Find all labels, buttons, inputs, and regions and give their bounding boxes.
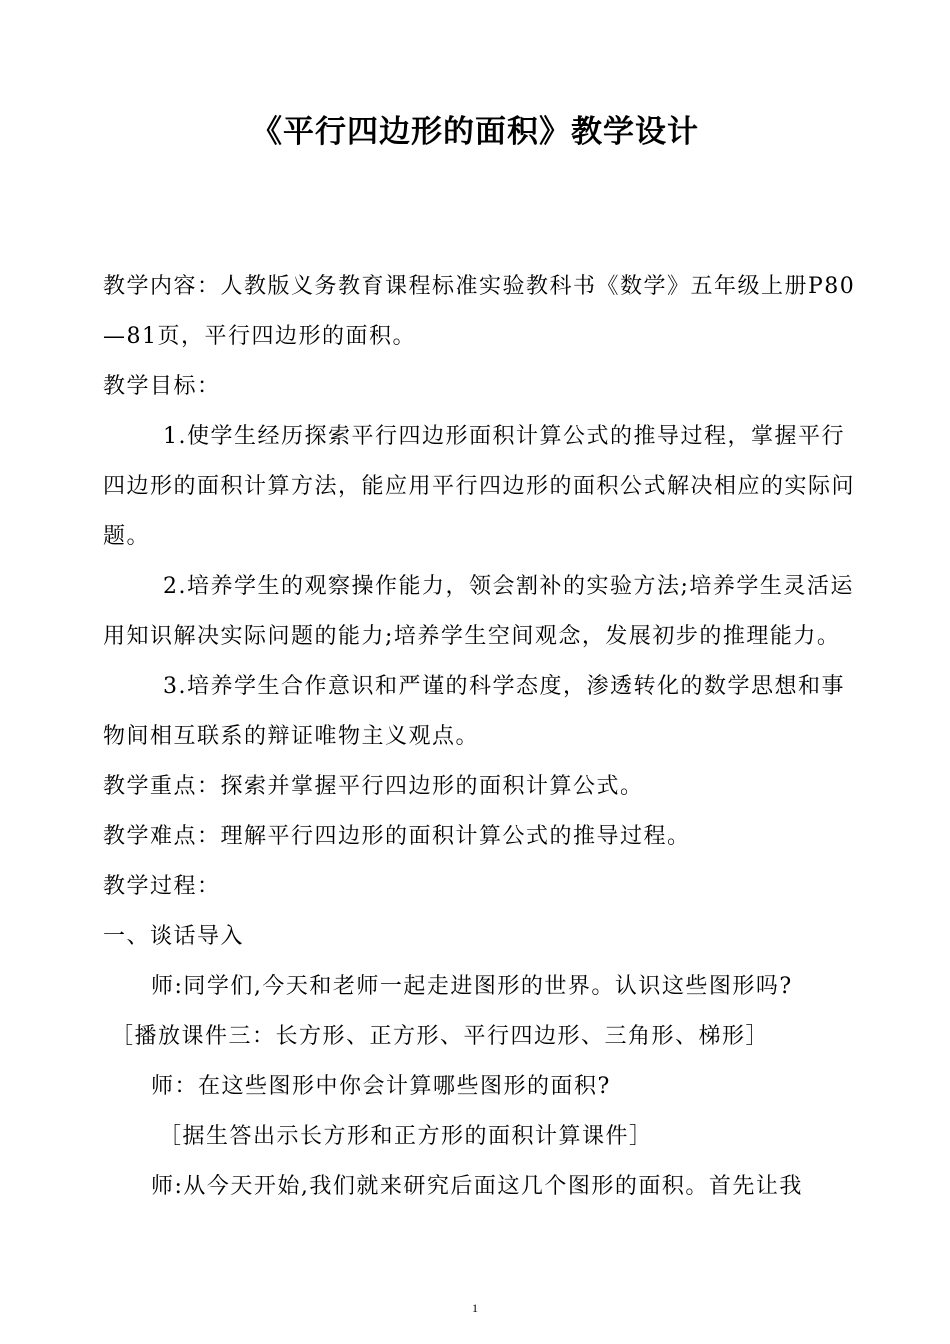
paragraph-teacher-1: 师:同学们,今天和老师一起走进图形的世界。认识这些图形吗? [151, 974, 793, 999]
paragraph-objectives-heading: 教学目标： [103, 374, 221, 399]
paragraph-objective-2: 2.培养学生的观察操作能力，领会割补的实验方法;培养学生灵活运用知识解决实际问题的能力;培养学生空间观念，发展初步的推理能力。 [103, 574, 854, 649]
document-title: 《平行四边形的面积》教学设计 [251, 114, 699, 150]
paragraph-teacher-2: 师：在这些图形中你会计算哪些图形的面积? [151, 1074, 611, 1099]
paragraph-courseware-1: ［播放课件三：长方形、正方形、平行四边形、三角形、梯形］ [111, 1024, 770, 1049]
document-body [103, 262, 863, 1212]
section-heading-intro: 一、谈话导入 [103, 924, 245, 949]
paragraph-content: 教学内容：人教版义务教育课程标准实验教科书《数学》五年级上册P80—81页，平行四边形的面积。 [103, 274, 856, 349]
page-number: 1 [472, 1301, 478, 1315]
paragraph-key-point: 教学重点：探索并掌握平行四边形的面积计算公式。 [103, 774, 644, 799]
paragraph-teacher-3: 师:从今天开始,我们就来研究后面这几个图形的面积。首先让我 [151, 1174, 803, 1199]
paragraph-difficulty: 教学难点：理解平行四边形的面积计算公式的推导过程。 [103, 824, 691, 849]
paragraph-objective-3: 3.培养学生合作意识和严谨的科学态度，渗透转化的数学思想和事物间相互联系的辩证唯物主义观点。 [103, 674, 845, 749]
paragraph-objective-1: 1.使学生经历探索平行四边形面积计算公式的推导过程，掌握平行四边形的面积计算方法，能应用平行四边形的面积公式解决相应的实际问题。 [103, 424, 856, 549]
paragraph-process-heading: 教学过程： [103, 874, 221, 899]
paragraph-courseware-2: ［据生答出示长方形和正方形的面积计算课件］ [159, 1124, 653, 1149]
